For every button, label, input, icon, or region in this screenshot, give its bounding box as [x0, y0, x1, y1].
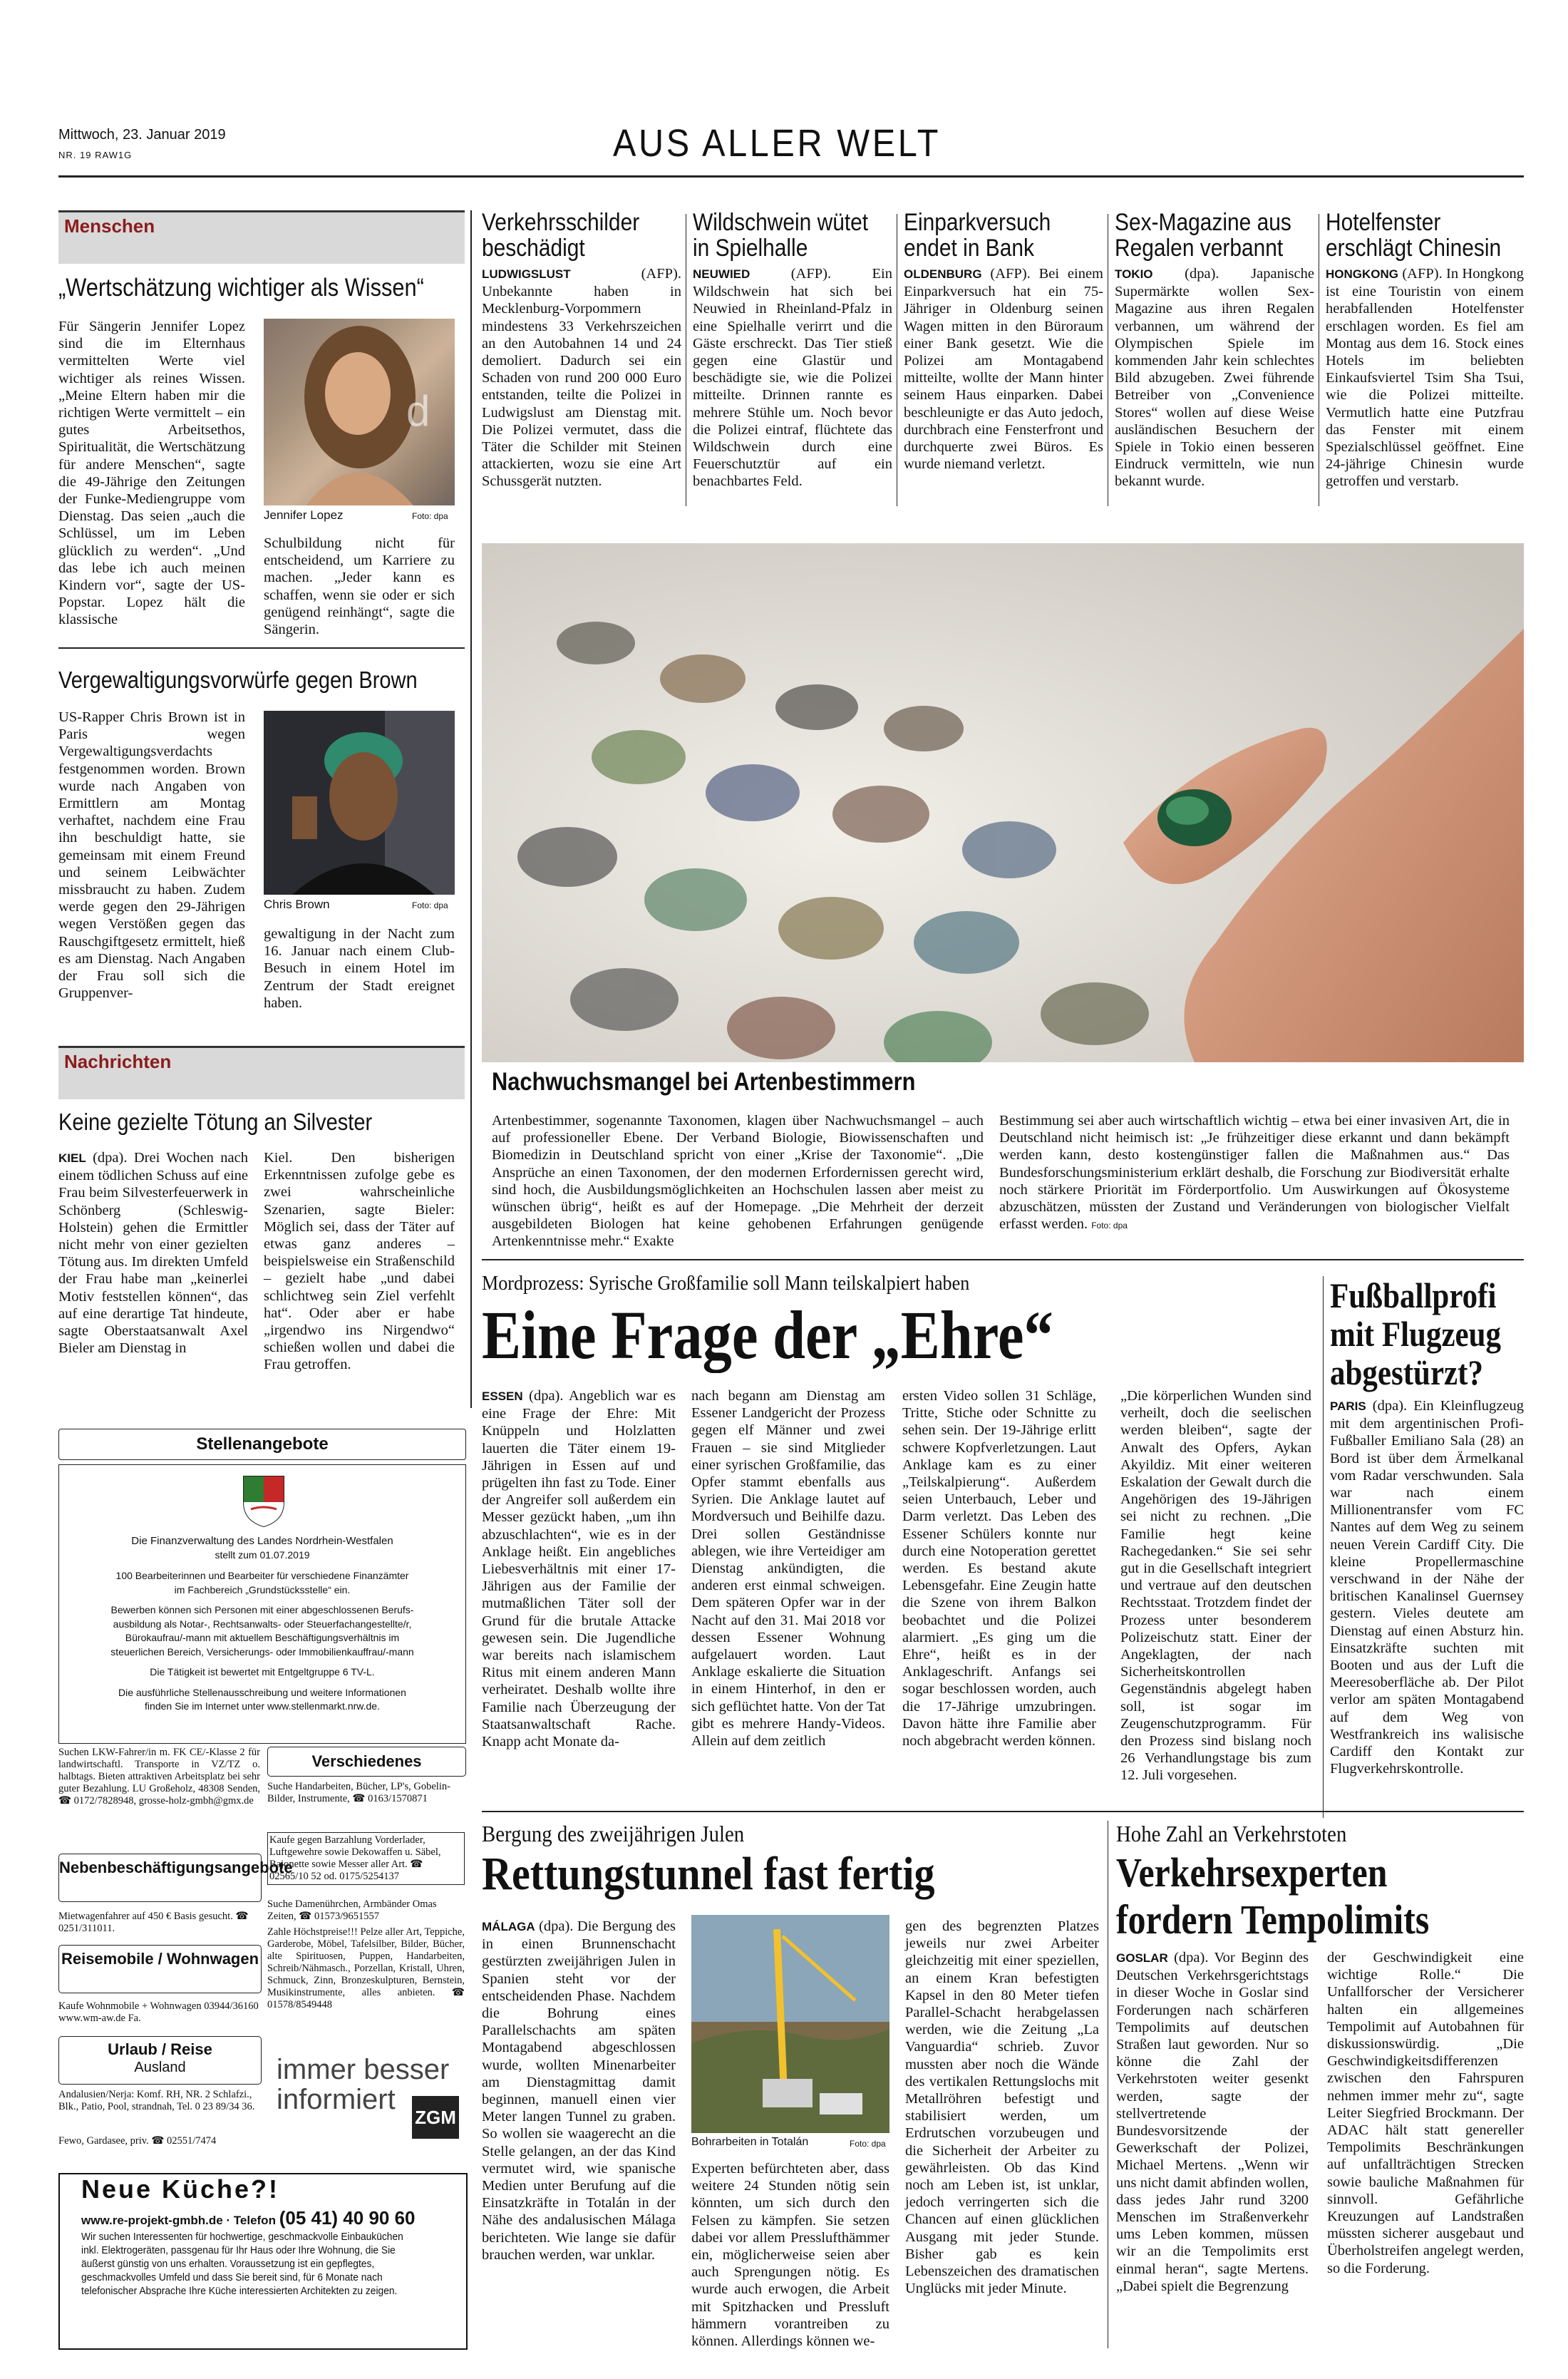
ehre-headline: Eine Frage der „Ehre“	[482, 1297, 1053, 1373]
silvester-dateline: KIEL	[58, 1151, 86, 1165]
brief-headline: Verkehrsschilder beschädigt	[482, 209, 640, 262]
svg-text:d: d	[406, 387, 430, 435]
julen-headline: Rettungstunnel fast fertig	[482, 1848, 935, 1900]
lower-rule	[482, 1811, 1524, 1812]
verschiedenes-header: Verschiedenes	[267, 1747, 466, 1777]
menschen-divider	[58, 647, 465, 649]
nrw-ad-title: Die Finanzverwaltung des Landes Nordrhein-Westfalen	[131, 1535, 393, 1547]
fussball-divider	[1323, 1276, 1324, 1818]
julen-col2: Experten befürchteten aber, dass weitere 24 Stunden nötig sein könnten, um sich durch den Felsen zu kämpfen. Sie setzen dabei vor allem Presslufthämmer ein, möglicherweise seien aber auch Sprengungen nötig. Es wurde auch erwogen, die Arbeit mit Spitzhacken und Pressluft hämmern vorantreiben zu können. Allerdings können we-	[691, 2161, 889, 2350]
nrw-ad-subtitle: stellt zum 01.07.2019	[215, 1549, 310, 1561]
ehre-col2: nach begann am Dienstag am Essener Landgericht der Prozess gegen elf Männer und zwei Frauen – sie sind Mitglieder einer syrischen Großfamilie, das Opfer stammt ebenfalls aus Syrien. Die Anklage lautet auf Mordversuch und Beihilfe dazu. Drei sollen Geständnisse ablegen, wie ihre Verteidiger am Dienstag ankündigten, die anderen erst einmal schweigen. Dem späteren Opfer war in der Nacht auf den 31. Mai 2018 vor dessen Essener Wohnung aufgelauert worden. Laut Anklage eskalierte die Situation in einem Hinterhof, in den er sich geflüchtet hatte. Von der Tat gibt es mehrere Handy-Videos. Allein auf dem zeitlich	[691, 1388, 885, 1749]
ehre-kicker: Mordprozess: Syrische Großfamilie soll Mann teilskalpiert haben	[482, 1272, 970, 1295]
brown-headline: Vergewaltigungsvorwürfe gegen Brown	[58, 667, 418, 693]
stellenangebote-title: Stellenangebote	[196, 1434, 329, 1454]
nachrichten-label: Nachrichten	[64, 1051, 172, 1072]
menschen-label: Menschen	[64, 215, 155, 237]
bohrarbeiten-photo	[691, 1915, 889, 2133]
lopez-caption: Jennifer Lopez	[264, 508, 344, 522]
ehre-col3: ersten Video sollen 31 Schläge, Tritte, Stiche oder Schnitte zu sehen sein. Der 19-Jährige erlitt schwere Kopfverletzungen. Laut Anklage kam es zu einer „Teilskalpierung“. Außerdem seien Unterbauch, Leber und Darm verletzt. Das Leben des Essener Schülers konnte nur durch eine Notoperation gerettet werden. Es bestand akute Lebensgefahr. Eine Zeugin hatte die Szene von ihrem Balkon beobachtet und die Polizei alarmiert. „Es ging um die Ehre“, heißt es in der Anklageschrift. Anfangs sei sogar beschlossen worden, auch die 17-Jährige umzubringen. Davon hätte ihre Familie aber noch abgebracht werden können.	[902, 1388, 1096, 1749]
brief-einparkversuch: Einparkversuch endet in Bank OLDENBURG (AFP). Bei einem Einparkversuch hat ein 75-Jähriger in Oldenburg seinen Wagen mitten in den Büroraum einer Bank gesetzt. Wie die Polizei am Montagabend mitteilte, wollte der Mann hinter seinem Haus einparken. Dabei beschleunigte er das Auto jedoch, durchbrach eine Fensterfront und durchquerte zwei Büros. Es wurde niemand verletzt.	[904, 209, 1103, 473]
vertical-divider	[470, 210, 472, 1408]
brief-hotelfenster: Hotelfenster erschlägt Chinesin HONGKONG (AFP). In Hongkong ist eine Touristin von einem herabfallenden Hotelfenster erschlagen worden. Es fiel am Montag aus dem 16. Stock eines Hotels im beliebten Einkaufsviertel Tsim Sha Tsui, wie die Polizei mitteilte. Vermutlich hatte eine Putzfrau das Fenster mit einem Spezialschlüssel geöffnet. Eine 24-jährige Chinesin wurde getroffen und verstarb.	[1326, 209, 1524, 490]
hoechstpreise-ad: Zahle Höchstpreise!!! Pelze aller Art, Teppiche, Garderobe, Möbel, Tafelsilber, Bilder, Bücher, alte Spirituosen, Puppen, Handarbeiten, Schreib/Nähmasch., Porzellan, Kristall, Uhren, Schmuck, Zinn, Bronzeskulpturen, Bernstein, Musikinstrumente, alles anbieten. ☎ 01578/8549448	[267, 1926, 465, 2010]
silvester-headline: Keine gezielte Tötung an Silvester	[58, 1109, 373, 1135]
fussball-text: PARIS (dpa). Ein Kleinflugzeug mit dem argentinischen Profi-Fußballer Emiliano Sala (28) an Bord ist über dem Ärmelkanal vom Radar verschwunden. Sala war nach einem Millionentransfer vom FC Nantes auf dem Weg zu seinem neuen Verein Cardiff City. Die kleine Propellermaschine verschwand in der Nähe der britischen Kanalinsel Guernsey gestern. Vieles deutete am Dienstag auf einen Absturz hin. Einsatzkräfte suchten mit Booten und aus der Luft die Meeresoberfläche ab. Der Pilot verlor am späten Montagabend auf dem Weg von Westfrankreich ins walisische Cardiff den Kontakt zur Flugverkehrskontrolle.	[1330, 1398, 1524, 1777]
jennifer-lopez-photo	[264, 319, 455, 505]
beetle-col1: Artenbestimmer, sogenannte Taxonomen, klagen über Nachwuchsmangel – auch auf professioneller Ebene. Der Verband Biologie, Biowissenschaften und Biomedizin in Deutschland spricht von einer „Krise der Taxonomie“. „Die Ansprüche an einen Taxonomen, der den modernen Erfordernissen gerecht wird, sind hoch, die Ausbildungsmöglichkeiten an Hochschulen lassen aber meist zu wünschen übrig“, heißt es auf der Homepage. „Die Mehrheit der derzeit ausgebildeten Biologen hat keine gehobenen Erfahrungen genügende Artenkenntnisse mehr.“ Exakte	[492, 1113, 984, 1250]
julen-col1: MÁLAGA (dpa). Die Bergung des in einen Brunnenschacht gestürzten zweijährigen Julen in Spanien steht vor der entscheidenden Phase. Nachdem die Bohrung eines Parallelschachts am späten Montagabend abgeschlossen wurde, wollten Minenarbeiter am Dienstagmittag damit beginnen, manuell einen vier Meter langen Tunnel zu graben. So wollen sie waagerecht an die Stelle gelangen, an der das Kind vermutet wird, wie spanische Medien unter Berufung auf die Einsatzkräfte in Totalán in der Nähe des andalusischen Málaga berichteten. Wie lange sie dafür brauchen werden, war unklar.	[482, 1918, 676, 2263]
kueche-title: Neue Küche?!	[81, 2174, 280, 2204]
beetle-headline: Nachwuchsmangel bei Artenbestimmern	[492, 1068, 916, 1096]
andalusien-ad: Andalusien/Nerja: Komf. RH, NR. 2 Schlafzi., Blk., Patio, Pool, strandnah, Tel. 0 23 89/34 36.	[58, 2089, 255, 2112]
zgm-slogan: immer besser informiert	[277, 2054, 450, 2115]
issue-date: Mittwoch, 23. Januar 2019	[58, 127, 226, 143]
lopez-article-col2: Schulbildung nicht für entscheidend, um Karriere zu machen. „Jeder kann es schaffen, wenn sie oder er sich genügend reinhängt“, sagte die Sängerin.	[264, 535, 455, 638]
brown-article-col2: gewaltigung in der Nacht zum 16. Januar nach einem Club-Besuch in einem Hotel im Zentrum der Stadt ereignet haben.	[264, 926, 455, 1011]
brief-wildschwein: Wildschwein wütet in Spielhalle NEUWIED (AFP). Ein Wildschwein hat sich bei Neuwied in Rheinland-Pfalz in eine Spielhalle verirrt und die Gäste erschreckt. Das Tier stieß gegen eine Glastür und beschädigte sie, wie die Polizei mitteilte. Drinnen rannte es mehrere Stühle um. Noch bevor die Polizei eintraf, flüchtete das Wildschwein durch eine Feuerschutztür auf ein benachbartes Feld.	[693, 209, 893, 490]
beetle-col2: Bestimmung sei aber auch wirtschaftlich wichtig – etwa bei einer invasiven Art, die in Deutschland nicht heimisch ist: „Je frühzeitiger diese erkannt und dann bekämpft werden kann, desto kostengünstiger fallen die Maßnahmen aus.“ Das Bundesforschungsministerium erklärt deshalb, die Forschung zur Biodiversität erhalte noch stärkere Priorität im Förderportfolio. Um Auswirkungen auf Ökosysteme abzuschätzen, müssten der Zustand und Veränderungen von biologischer Vielfalt erfasst werden. Foto: dpa	[999, 1113, 1510, 1233]
mietwagen-ad: Mietwagenfahrer auf 450 € Basis gesucht. ☎ 0251/311011.	[58, 1911, 249, 1934]
damenuhren-ad: Suche Damenührchen, Armbänder Omas Zeiten, ☎ 01573/9651557	[267, 1898, 437, 1922]
section-title: AUS ALLER WELT	[613, 122, 942, 165]
nrw-finanz-ad[interactable]	[58, 1464, 466, 1744]
masthead-rule	[58, 175, 1524, 178]
reisemobile-header: Reisemobile / Wohnwagen	[58, 1945, 262, 1993]
kueche-contact: www.re-projekt-gmbh.de · Telefon (05 41) 40 90 60	[81, 2207, 416, 2229]
tempo-col2: der Geschwindigkeit eine wichtige Rolle.“ Die Unfallforscher der Versicherer halten ein allgemeines Tempolimit auf Autobahnen für diskussionswürdig. „Die Geschwindigkeitsdifferenzen zwischen den Fahrspuren nehmen immer mehr zu“, sagte Leiter Siegfried Brockmann. Der ADAC hält statt genereller Tempolimits Beschränkungen auf unfallträchtigen Strecken sowie bauliche Maßnahmen für sinnvoll. Gefährliche Kreuzungen auf Landstraßen müssten sicherer ausgebaut und Überholstreifen angelegt werden, so die Forderung.	[1327, 1950, 1524, 2276]
silvester-col1	[58, 1149, 248, 1357]
beetle-collection-photo	[482, 543, 1524, 1062]
ehre-col4: „Die körperlichen Wunden sind verheilt, doch die seelischen werden bleiben“, sagte der Anwalt des Opfers, Aykan Akyildiz. Mit einer weiteren Eskalation der Gewalt durch die Angehörigen des 19-Jährigen sei nicht zu rechnen. „Die Familie hegt keine Rachegedanken.“ Sie sei sehr gut in die Gesellschaft integriert und vertraue auf den deutschen Rechtsstaat. Trotzdem findet der Prozess unter besonderem Polizeischutz statt. Einer der Angeklagten, der nach Sicherheitskontrollen Gegenständnis abgelegt haben soll, ist sogar im Zeugenschutzprogramm. Für den Prozess sind bislang noch 26 Verhandlungstage bis zum 12. Juli vorgesehen.	[1120, 1388, 1311, 1784]
zgm-logo: ZGM	[412, 2096, 459, 2139]
bohrarbeiten-credit: Foto: dpa	[850, 2139, 886, 2149]
fussball-headline: Fußballprofi mit Flugzeug abgestürzt?	[1330, 1275, 1502, 1392]
julen-kicker: Bergung des zweijährigen Julen	[482, 1821, 745, 1846]
neue-kueche-ad[interactable]	[58, 2173, 468, 2350]
nachrichten-section-header	[58, 1046, 465, 1099]
brief-sex-magazine: Sex-Magazine aus Regalen verbannt TOKIO (dpa). Japanische Supermärkte wollen Sex-Magazine aus ihren Regalen verbannen, um während der Olympischen Spiele im kommenden Jahr kein schlechtes Bild abzugeben. Zwei führende Betreiber von „Convenience Stores“ wollen auf diese Weise ausländischen Besuchern der Spiele in Tokio einen besseren Eindruck vermitteln, wie nun bekannt wurde.	[1115, 209, 1314, 490]
tempo-col1: GOSLAR (dpa). Vor Beginn des Deutschen Verkehrsgerichtstags in dieser Woche in Goslar sind Forderungen nach schärferen Tempolimits auf deutschen Straßen laut geworden. Nur so könne die Zahl der Verkehrstoten weiter gesenkt werden, sagte der stellvertretende Bundesvorsitzende der Gewerkschaft der Polizei, Michael Mertens. „Wenn wir uns nicht damit abfinden wollen, dass jedes Jahr rund 3200 Menschen im Straßenverkehr ums Leben kommen, müssen wir an die Tempolimits erst einmal heran“, sagte Mertens. „Dabei spielt die Begrenzung	[1116, 1950, 1309, 2294]
tempo-kicker: Hohe Zahl an Verkehrstoten	[1116, 1821, 1347, 1846]
urlaub-reise-header: Urlaub / Reise Ausland	[58, 2036, 262, 2085]
menschen-headline: „Wertschätzung wichtiger als Wissen“	[58, 274, 424, 302]
lkw-fahrer-ad: Suchen LKW-Fahrer/in m. FK CE/-Klasse 2 für landwirtschaftl. Transporte in VZ/TZ o. halbtags. Bieten attraktiven Arbeitsplatz bei sehr guter Bezahlung. LU Großeholz, 48308 Senden, ☎ 0172/7828948, grosse-holz-gmbh@gmx.de	[58, 1747, 260, 1807]
beetle-bottom-rule	[482, 1259, 1524, 1260]
brief-verkehrsschilder: Verkehrsschilder beschädigt LUDWIGSLUST (AFP). Unbekannte haben in Mecklenburg-Vorpommern mindestens 33 Verkehrszeichen an den Autobahnen 14 und 24 demoliert. Dadurch sei ein Schaden von rund 200 000 Euro entstanden, teilte die Polizei in Ludwigslust am Dienstag mit. Die Polizei vermutet, dass die Täter die Schilder mit Steinen attackierten, wozu sie eine Art Schussgerät nutzten.	[482, 209, 681, 490]
menschen-section-header	[58, 210, 465, 264]
silvester-col2: Kiel. Den bisherigen Erkenntnissen zufolge gebe es zwei wahrscheinliche Szenarien, sagte Bieler: Möglich sei, dass der Täter auf etwas ganz anderes – beispielsweise ein Straßenschild – gezielt habe „und dabei schlichtweg sein Ziel verfehlt hat“. Oder aber er habe „irgendwo ins Nirgendwo“ schießen wollen und dabei die Frau getroffen.	[264, 1150, 455, 1373]
nrw-coat-of-arms-icon	[241, 1474, 287, 1528]
stellenangebote-header	[58, 1429, 466, 1460]
bohrarbeiten-caption: Bohrarbeiten in Totalán	[691, 2136, 809, 2148]
nebenbeschaeftigung-header: Nebenbeschäftigungsangebote	[58, 1854, 262, 1902]
wohnmobile-ad: Kaufe Wohnmobile + Wohnwagen 03944/36160 www.wm-aw.de Fa.	[58, 2000, 259, 2024]
nrw-ad-body: 100 Bearbeiterinnen und Bearbeiter für verschiedene Finanzämter im Fachbereich „Grundstücksstelle“ ein. Bewerben können sich Personen mit einer abgeschlossenen Berufs- ausbildung als Notar-, Rechtsanwalts- oder Steuerfachangestellte/r, Bürokaufrau/-mann mit aktuellem Beschäftigungsverhältnis im steuerlichen Bereich, Versicherungs- oder Immobilienkauffrau/-mann Die Tätigkeit ist bewertet mit Entgeltgruppe 6 TV-L. Die ausführliche Stellenausschreibung und weitere Informationen finden Sie im Internet unter www.stellenmarkt.nrw.de.	[110, 1570, 414, 1712]
urlaub-sub: Ausland	[134, 2060, 186, 2075]
lopez-credit: Foto: dpa	[412, 511, 448, 521]
chris-brown-photo	[264, 711, 455, 895]
brown-caption: Chris Brown	[264, 898, 330, 911]
julen-col3: gen des begrenzten Platzes jeweils nur zwei Arbeiter gleichzeitig mit einer speziellen, an einem Kran befestigten Kapsel in den 80 Meter tiefen Parallel-Schacht herabgelassen werden, wie die Zeitung „La Vanguardia“ schrieb. Zuvor mussten aber noch die Wände des vertikalen Rettungslochs mit Metallröhren befestigt und stabilisiert werden, um Erdrutschen vorzubeugen und die Sicherheit der Arbeiter zu gewährleisten. Ob das Kind noch am Leben ist, ist unklar, jedoch verringerten sich die Chancen auf einen glücklichen Ausgang mit jeder Stunde. Bisher gab es kein Lebenszeichen des dramatischen Unglücks mit jeder Minute.	[905, 1918, 1099, 2297]
issue-number: NR. 19 RAW1G	[58, 150, 133, 160]
silvester-col1-text: (dpa). Drei Wochen nach einem tödlichen Schuss auf eine Frau beim Silvesterfeuerwerk in Schönberg (Schleswig-Holstein) gehen die Ermittler nicht mehr von einer gezielten Tötung aus. Im direkten Umfeld der Frau habe man „keinerlei Motiv feststellen können“, das auf eine derartige Tat hindeute, sagte Oberstaatsanwalt Axel Bieler am Dienstag in	[58, 1150, 248, 1357]
tempo-headline: Verkehrsexperten fordern Tempolimits	[1116, 1849, 1430, 1943]
ehre-col1: ESSEN (dpa). Angeblich war es eine Frage der Ehre: Mit Knüppeln und Holzlatten lauerten die Täter einem 19-Jährigen in Essen auf und prügelten ihn fast zu Tode. Einer der Angreifer soll außerdem ein Messer gezückt haben, „um ihn abzuschlachten“, wie es in der Anklage heißt. Ein angebliches Liebesverhältnis mit einer 17-Jährigen aus der Familie der mutmaßlichen Täter soll der Grund für die brutale Attacke gewesen sein. Die Jugendliche war bereits nach islamischem Ritus mit einem anderen Mann verheiratet. Deshalb wollte ihre Familie nach Überzeugung der Staatsanwaltschaft Rache. Knapp acht Monate da-	[482, 1388, 676, 1750]
brown-credit: Foto: dpa	[412, 900, 448, 910]
brown-article-col1: US-Rapper Chris Brown ist in Paris wegen Vergewaltigungsverdachts festgenommen worden. Brown wurde nach Angaben von Ermittlern am Montag verhaftet, nachdem eine Frau ihn beschuldigt hatte, sie gemeinsam mit einem Freund und seinem Leibwächter missbraucht zu haben. Zudem werde gegen den 29-Jährigen wegen Verstößen gegen das Rauschgiftgesetz ermittelt, hieß es am Dienstag. Nach Angaben der Frau soll sich die Gruppenver-	[58, 709, 245, 1002]
lopez-article-col1: Für Sängerin Jennifer Lopez sind die im Elternhaus vermittelten Werte viel wichtiger als reines Wissen. „Meine Eltern haben mir die richtigen Werte vermittelt – ein gutes Arbeitsethos, Spiritualität, die Wertschätzung für andere Menschen“, sagte die 49-Jährige den Zeitungen der Funke-Mediengruppe vom Dienstag. Das seien „auch die Schlüssel, um im Leben glücklich zu werden“. „Und das lebe ich auch meinen Kindern vor“, sagte der US-Popstar. Lopez hält die klassische	[58, 319, 245, 628]
barzahlung-ad: Kaufe gegen Barzahlung Vorderlader, Luftgewehre sowie Dekowaffen u. Säbel, Bajonette sowie Messer aller Art. ☎ 02565/10 52 od. 0175/5254137	[267, 1832, 465, 1885]
handarbeiten-ad: Suche Handarbeiten, Bücher, LP's, Gobelin-Bilder, Instrumente, ☎ 0163/1570871	[267, 1781, 450, 1804]
fewo-ad: Fewo, Gardasee, priv. ☎ 02551/7474	[58, 2135, 217, 2147]
kueche-text: Wir suchen Interessenten für hochwertige, geschmackvolle Einbauküchen inkl. Elektrogeräten, passgenau für Ihr Haus oder Ihre Wohnung, die Sie äußerst günstig von uns erhalten. Voraussetzung ist ein gepflegtes, geschmackvolles Umfeld und dass Sie bereit sind, für 6 Monate nach telefonischer Absprache Ihre Küche interessierten Architekten zu zeigen.	[81, 2231, 403, 2297]
